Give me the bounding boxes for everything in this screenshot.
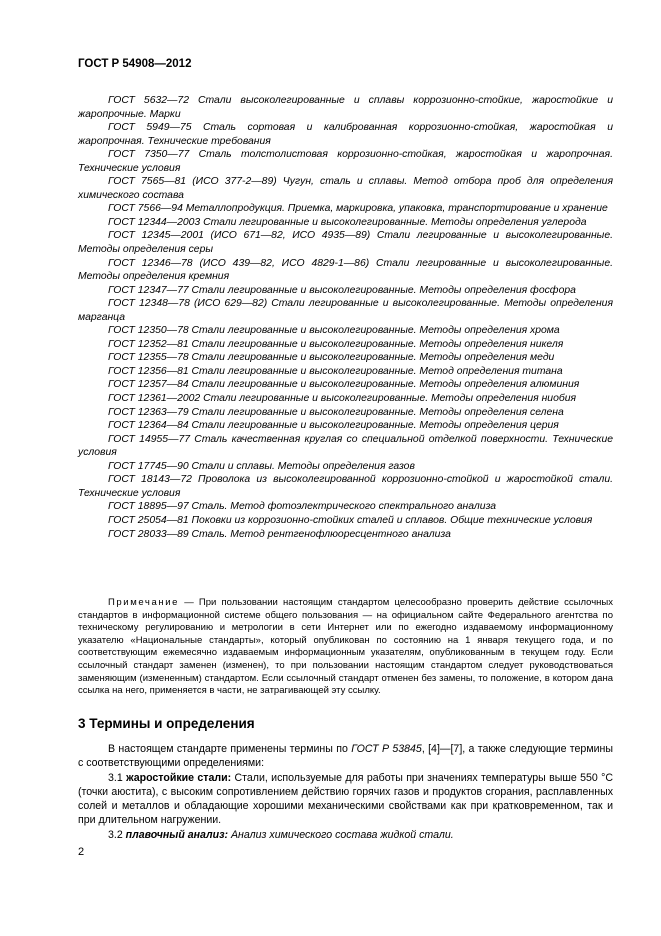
intro-text-end: , [4]—[7], а также следующие термины с соответствующими определениями: [78, 743, 613, 770]
term-definition: Анализ химического состава жидкой стали. [228, 828, 454, 841]
reference-item: ГОСТ 12346—78 (ИСО 439—82, ИСО 4829-1—86) Стали легированные и высоколегированные. Методы определения кремния [78, 257, 613, 283]
intro-paragraph [78, 742, 613, 771]
note-label: Примечание [108, 597, 179, 608]
reference-item: ГОСТ 12364—84 Стали легированные и высоколегированные. Методы определения церия [108, 420, 559, 432]
term-3-2 [78, 828, 613, 842]
reference-item: ГОСТ 5949—75 Сталь сортовая и калиброванная коррозионно-стойкая, жаростойкая и жаропрочная. Технические требования [78, 122, 613, 147]
section-body [78, 742, 613, 842]
reference-item: ГОСТ 12350—78 Стали легированные и высоколегированные. Методы определения хрома [108, 325, 560, 337]
reference-item: ГОСТ 18895—97 Сталь. Метод фотоэлектрического спектрального анализа [108, 501, 497, 513]
term-name: плавочный анализ: [125, 828, 229, 841]
reference-item: ГОСТ 28033—89 Сталь. Метод рентгенофлюоресцентного анализа [108, 528, 451, 540]
reference-item: ГОСТ 12361—2002 Стали легированные и высоколегированные. Методы определения ниобия [108, 393, 577, 405]
term-name: жаростойкие стали: [126, 771, 232, 784]
reference-item: ГОСТ 18143—72 Проволока из высоколегированной коррозионно-стойкой и жаростойкой стали. Технические условия [78, 474, 613, 499]
term-number: 3.2 [108, 828, 126, 841]
reference-item: ГОСТ 12357—84 Стали легированные и высоколегированные. Методы определения алюминия [108, 379, 580, 391]
intro-reference: ГОСТ Р 53845 [351, 743, 422, 755]
reference-item: ГОСТ 12344—2003 Стали легированные и высоколегированные. Методы определения углерода [108, 216, 587, 228]
reference-item: ГОСТ 7566—94 Металлопродукция. Приемка, маркировка, упаковка, транспортирование и хранение [108, 203, 608, 215]
reference-item: ГОСТ 7565—81 (ИСО 377-2—89) Чугун, сталь и сплавы. Метод отбора проб для определения химического состава [78, 176, 613, 201]
reference-item: ГОСТ 14955—77 Сталь качественная круглая со специальной отделкой поверхности. Технические условия [78, 433, 613, 459]
reference-item: ГОСТ 7350—77 Сталь толстолистовая коррозионно-стойкая, жаростойкая и жаропрочная. Технические условия [78, 149, 613, 174]
intro-text: В настоящем стандарте применены термины по [108, 743, 352, 755]
term-3-1 [78, 771, 613, 828]
term-definition: Стали, используемые для работы при значениях температуры выше 550 °С (точки аюстита), с высоким сопротивлением действию горячих газов и продуктов сгорания, расплавленных солей и металлов и обладающие хорошими механическими свойствами как при кратковременном, так и при длительном нагружении. [78, 771, 613, 827]
page-number: 2 [78, 846, 85, 858]
reference-item: ГОСТ 5632—72 Стали высоколегированные и сплавы коррозионно-стойкие, жаростойкие и жаропрочные. Марки [78, 95, 613, 120]
note-block [78, 597, 613, 698]
reference-item: ГОСТ 25054—81 Поковки из коррозионно-стойких сталей и сплавов. Общие технические условия [108, 514, 593, 526]
document-header: ГОСТ Р 54908—2012 [78, 58, 192, 70]
term-number: 3.1 [108, 771, 127, 784]
note-text: — При пользовании настоящим стандартом целесообразно проверить действие ссылочных стандартов в информационной системе общего пользования — на официальном сайте Федерального агентства по техническому регулированию и метрологии в сети Интернет или по ежегодно издаваемому информационному указателю «Национальные стандарты», который опубликован по состоянию на 1 января текущего года, и по соответствующим ежемесячно издаваемым информационным указателям, опубликованным в текущем году. Если ссылочный стандарт заменен (изменен), то при пользовании настоящим стандартом следует руководствоваться заменяющим (измененным) стандартом. Если ссылочный стандарт отменен без замены, то положение, в котором дана ссылка на него, применяется в части, не затрагивающей эту ссылку. [78, 597, 613, 697]
reference-item: ГОСТ 12347—77 Стали легированные и высоколегированные. Методы определения фосфора [108, 284, 576, 296]
reference-item: ГОСТ 12356—81 Стали легированные и высоколегированные. Метод определения титана [108, 365, 563, 377]
reference-item: ГОСТ 12348—78 (ИСО 629—82) Стали легированные и высоколегированные. Методы определения марганца [78, 298, 613, 323]
reference-item: ГОСТ 12352—81 Стали легированные и высоколегированные. Методы определения никеля [108, 338, 564, 350]
reference-item: ГОСТ 12355—78 Стали легированные и высоколегированные. Методы определения меди [108, 352, 555, 364]
reference-item: ГОСТ 12363—79 Стали легированные и высоколегированные. Методы определения селена [108, 406, 564, 418]
note-paragraph [78, 597, 613, 698]
section-title: 3 Термины и определения [78, 716, 255, 731]
references-list [78, 94, 613, 541]
reference-item: ГОСТ 17745—90 Стали и сплавы. Методы определения газов [108, 460, 415, 472]
reference-item: ГОСТ 12345—2001 (ИСО 671—82, ИСО 4935—89) Стали легированные и высоколегированные. Методы определения серы [78, 230, 613, 256]
